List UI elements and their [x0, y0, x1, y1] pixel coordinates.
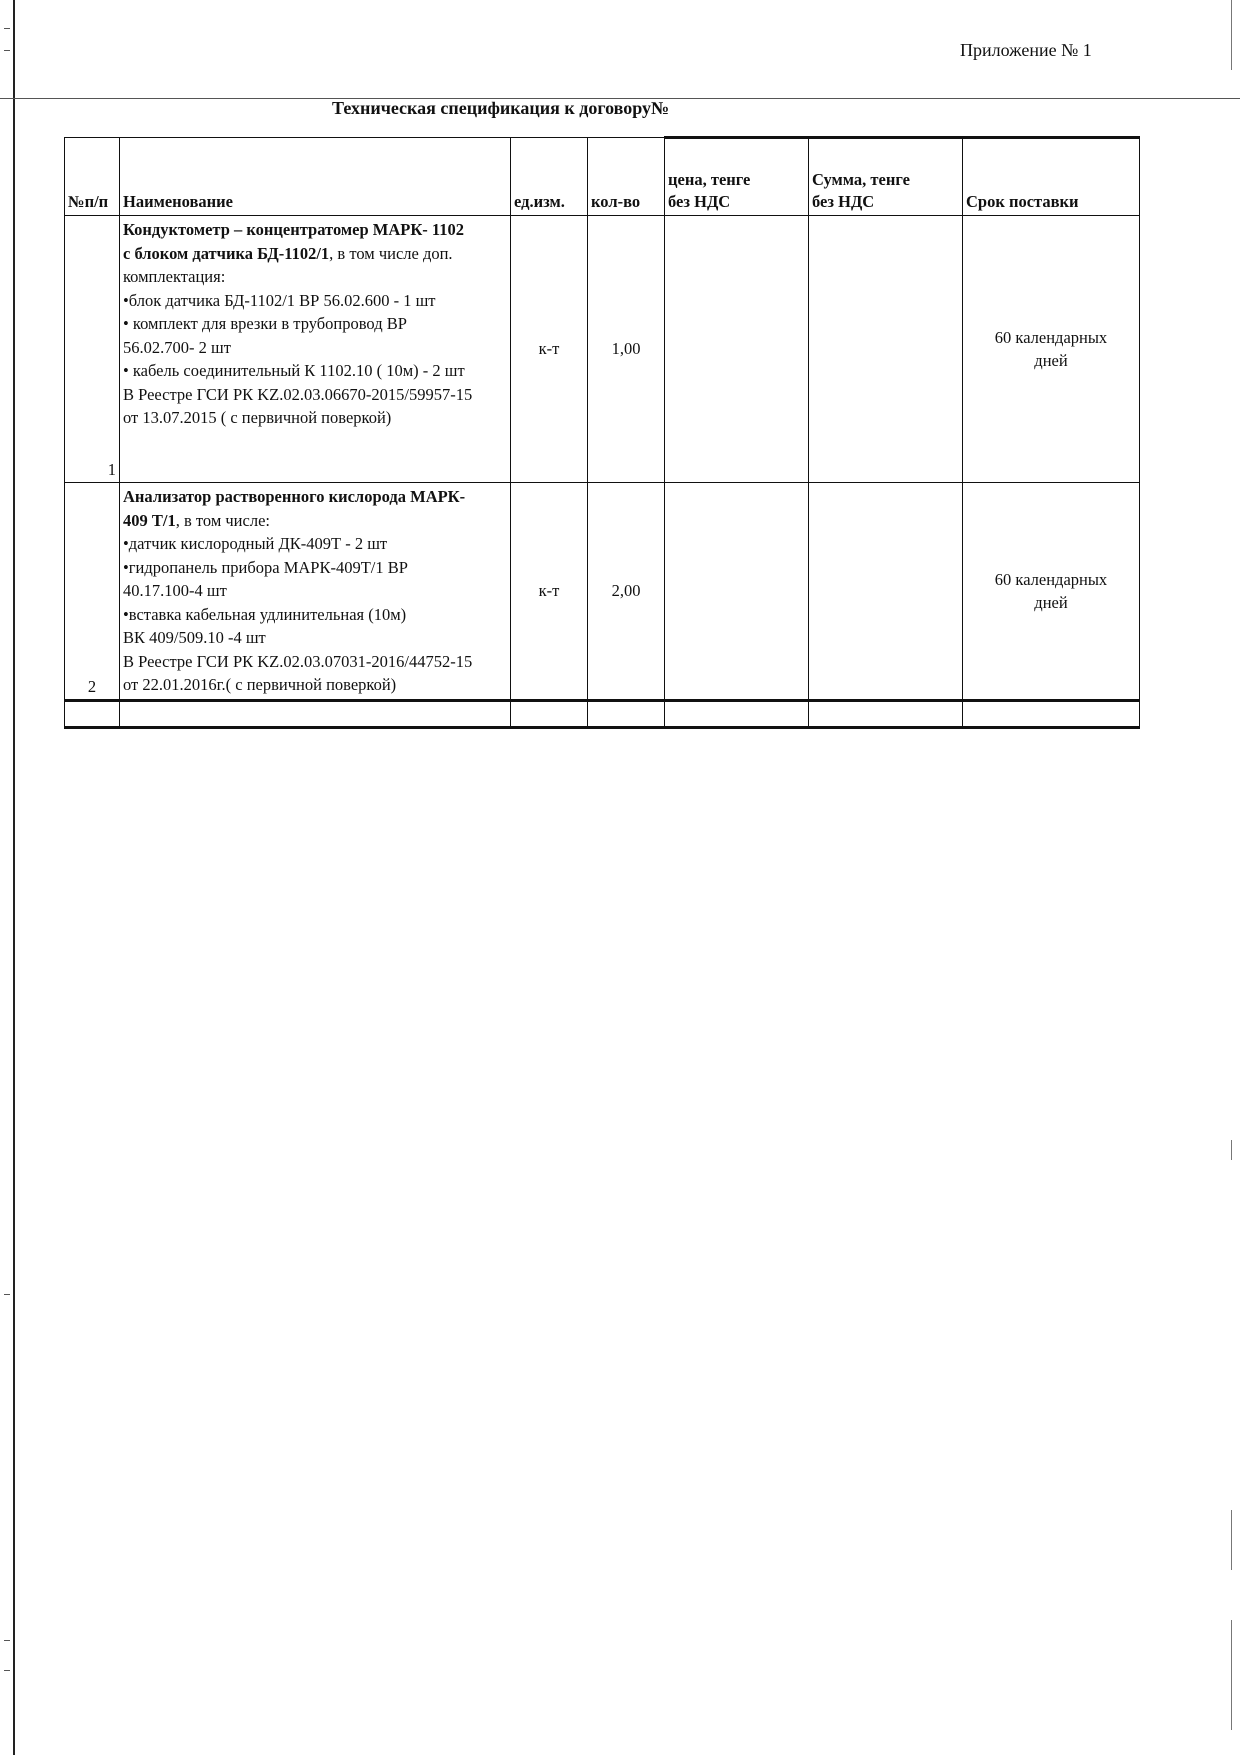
- empty-cell: [65, 700, 120, 727]
- item-name-rest: , в том числе доп.: [329, 243, 453, 263]
- table-header-row: [65, 138, 1140, 216]
- item-name-line: [123, 242, 507, 266]
- item-price: [665, 483, 809, 701]
- item-detail-line: от 22.01.2016г.( с первичной поверкой): [123, 675, 397, 694]
- scan-edge-mark: [1231, 1620, 1232, 1730]
- delivery-term-line1: 60 календарных: [994, 328, 1108, 347]
- empty-cell: [511, 700, 588, 727]
- item-detail-line: ВК 409/509.10 -4 шт: [123, 628, 266, 647]
- scan-edge-mark: [4, 1294, 10, 1295]
- column-header-num: №п/п: [65, 138, 120, 216]
- table-row: [65, 483, 1140, 701]
- sum-header-line1: Сумма, тенге: [812, 170, 910, 189]
- scan-edge-mark: [1231, 1140, 1232, 1160]
- table-row: [65, 216, 1140, 483]
- scan-edge-mark: [4, 1640, 10, 1641]
- item-quantity: 1,00: [588, 216, 665, 483]
- item-detail-line: В Реестре ГСИ РК KZ.02.03.07031-2016/44752-15: [123, 651, 473, 671]
- item-name-bold: 409 Т/1: [123, 510, 176, 530]
- item-delivery-term: [963, 483, 1140, 701]
- item-detail-line: 56.02.700- 2 шт: [123, 337, 231, 357]
- item-price: [665, 216, 809, 483]
- delivery-term-line2: дней: [1034, 351, 1068, 370]
- scan-edge-mark: [4, 1670, 10, 1671]
- column-header-price: [665, 138, 809, 216]
- item-detail-line: • комплект для врезки в трубопровод ВР: [123, 314, 407, 333]
- item-detail-line: •гидропанель прибора МАРК-409Т/1 ВР: [123, 557, 408, 577]
- row-number: 2: [65, 483, 120, 701]
- item-unit: к-т: [511, 216, 588, 483]
- specification-table: [64, 136, 1140, 729]
- empty-cell: [963, 700, 1140, 727]
- item-description: [120, 216, 511, 483]
- row-number: 1: [65, 216, 120, 483]
- column-header-name: Наименование: [120, 138, 511, 216]
- item-description: [120, 483, 511, 701]
- document-title: Техническая спецификация к договору№: [332, 98, 670, 118]
- empty-cell: [809, 700, 963, 727]
- item-name-rest: , в том числе:: [175, 510, 270, 530]
- item-delivery-term: [963, 216, 1140, 483]
- price-header-line2: без НДС: [668, 192, 731, 211]
- item-detail-line: •вставка кабельная удлинительная (10м): [123, 604, 407, 624]
- column-header-qty: кол-во: [588, 138, 665, 216]
- item-detail-line: 40.17.100-4 шт: [123, 581, 227, 600]
- page-left-border: [13, 0, 15, 1755]
- column-header-unit: ед.изм.: [511, 138, 588, 216]
- item-detail-line: от 13.07.2015 ( с первичной поверкой): [123, 408, 392, 427]
- item-sum: [809, 216, 963, 483]
- item-name-bold: с блоком датчика БД-1102/1: [123, 243, 330, 263]
- scan-edge-mark: [4, 28, 10, 29]
- column-header-term: Срок поставки: [963, 138, 1140, 216]
- empty-cell: [665, 700, 809, 727]
- delivery-term-line2: дней: [1034, 592, 1068, 612]
- item-detail-line: В Реестре ГСИ РК KZ.02.03.06670-2015/59957-15: [123, 384, 473, 404]
- item-name-line: [123, 509, 507, 533]
- sum-header-line2: без НДС: [812, 192, 875, 211]
- scan-edge-mark: [1231, 1510, 1232, 1570]
- item-detail-line: •блок датчика БД-1102/1 ВР 56.02.600 - 1 шт: [123, 290, 436, 310]
- table-empty-row: [65, 700, 1140, 727]
- item-sum: [809, 483, 963, 701]
- scan-edge-mark: [1231, 0, 1232, 70]
- item-detail-line: комплектация:: [123, 267, 226, 286]
- empty-cell: [120, 700, 511, 727]
- item-detail-line: •датчик кислородный ДК-409Т - 2 шт: [123, 534, 388, 553]
- scan-edge-mark: [4, 50, 10, 51]
- item-name-line: Кондуктометр – концентратомер МАРК- 1102: [123, 220, 464, 239]
- column-header-sum: [809, 138, 963, 216]
- item-name-line: Анализатор растворенного кислорода МАРК-: [123, 487, 466, 506]
- item-unit: к-т: [511, 483, 588, 701]
- item-quantity: 2,00: [588, 483, 665, 701]
- delivery-term-line1: 60 календарных: [994, 569, 1108, 589]
- price-header-line1: цена, тенге: [668, 170, 751, 189]
- appendix-label: Приложение № 1: [960, 40, 1092, 60]
- item-detail-line: • кабель соединительный К 1102.10 ( 10м) - 2 шт: [123, 361, 465, 380]
- empty-cell: [588, 700, 665, 727]
